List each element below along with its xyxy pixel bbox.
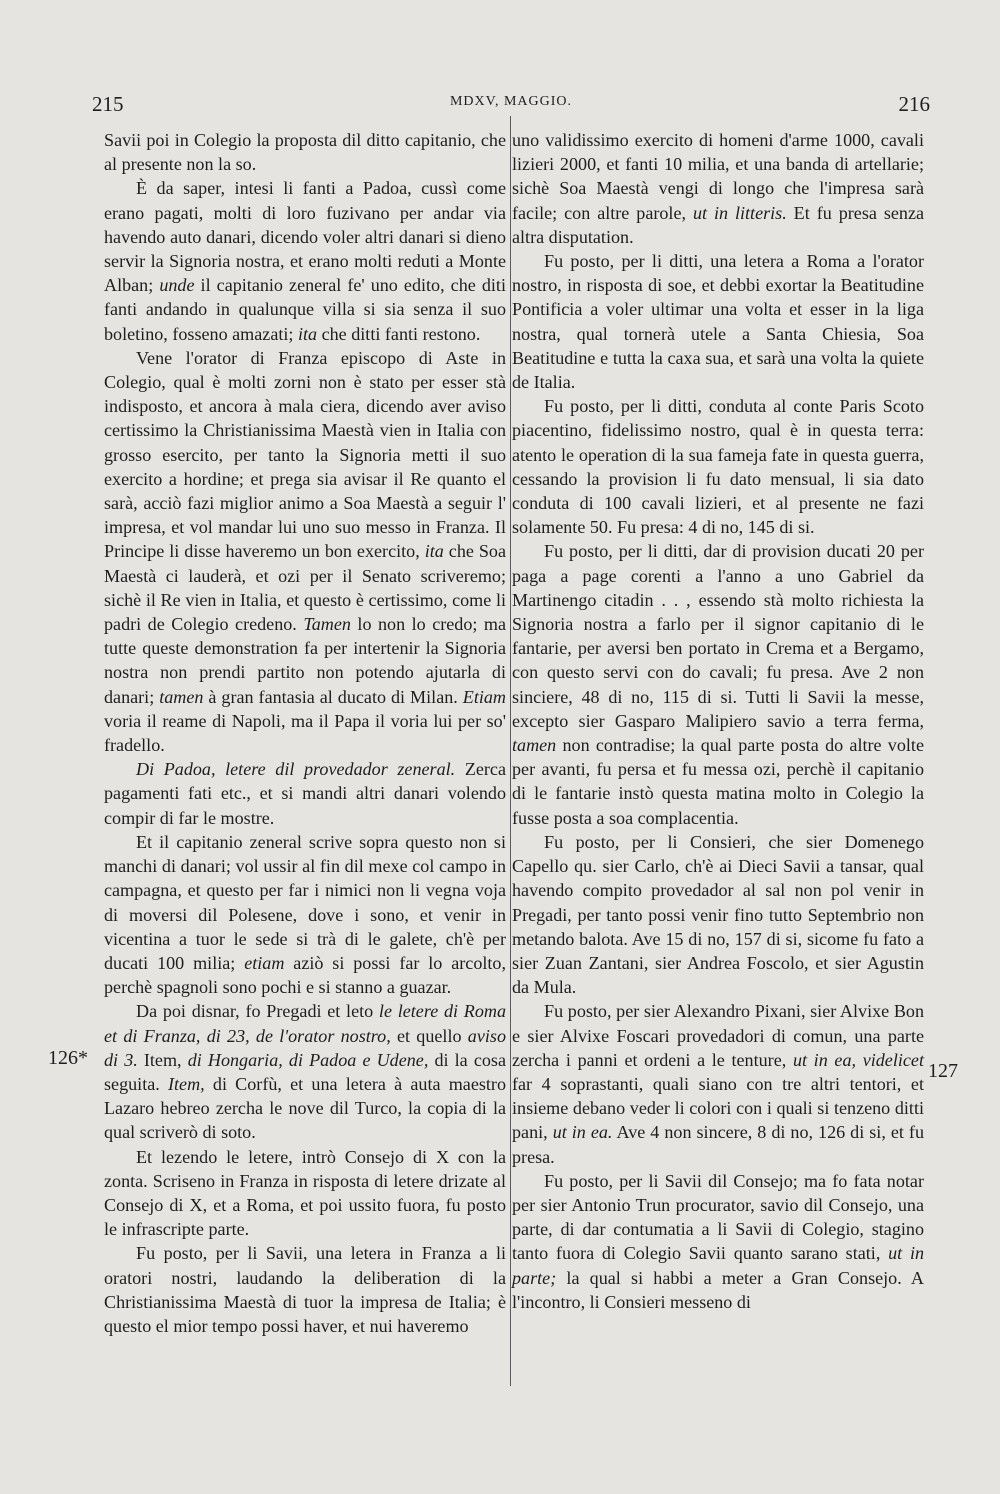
right-column	[512, 128, 924, 1314]
paragraph: Et lezendo le letere, intrò Consejo di X con la zonta. Scriseno in Franza in risposta di letere drizate al Consejo di X, et a Roma, et poi ussito fuora, fu posto le infrascripte parte.	[104, 1146, 506, 1240]
paragraph: È da saper, intesi li fanti a Padoa, cussì come erano pagati, molti di loro fuzivano per andar via havendo auto danari, dicendo voler altri danari si dieno servir la Signoria nostra, et erano molti reduti a Monte Alban; unde il capitanio zeneral fe' uno edito, che diti fanti andando in qualunque villa si sia senza il suo boletino, fosseno amazati; ita che ditti fanti restono.	[104, 178, 506, 344]
column-divider	[510, 116, 511, 1386]
paragraph: uno validissimo exercito di homeni d'arme 1000, cavali lizieri 2000, et fanti 10 milia, et una banda di artellarie; sichè Soa Maestà vengi di longo che l'impresa sarà facile; con altre parole, ut in litteris. Et fu presa senza altra disputation.	[512, 130, 925, 247]
paragraph: Savii poi in Colegio la proposta dil ditto capitanio, che al presente non la so.	[104, 130, 506, 175]
paragraph: Fu posto, per li ditti, conduta al conte Paris Scoto piacentino, fidelissimo nostro, qual è in questa terra: atento le operation di la sua fameja fate in questa guerra, cessando la provision li fu dato mensual, li sia dato conduta di 100 cavali lizieri, et al presente ne fazi solamente 50. Fu presa: 4 di no, 145 di si.	[512, 396, 924, 538]
paragraph: Fu posto, per li Savii dil Consejo; ma fo fata notar per sier Antonio Trun procurator, savio dil Consejo, una parte, di dar contumatia a li Savii di Colegio, stagino tanto fuora di Colegio Savii quanto sarano stati, ut in parte; la qual si habbi a meter a Gran Consejo. A l'incontro, li Consieri messeno di	[512, 1170, 925, 1312]
paragraph: Da poi disnar, fo Pregadi et leto le letere di Roma et di Franza, di 23, de l'orator nostro, et quello aviso di 3. Item, di Hongaria, di Padoa e Udene, di la cosa seguita. Item, di Corfù, et una letera à auta maestro Lazaro hebreo zercha le nove dil Turco, la copia di la qual scriverò di soto.	[104, 1001, 506, 1143]
paragraph: Fu posto, per li ditti, una letera a Roma a l'orator nostro, in risposta di soe, et debbi exortar la Beatitudine Pontificia a voler ultimar una volta et esser in la liga nostra, qual tornerà utele a Santa Chiesia, Soa Beatitudine e tutta la caxa sua, et sarà una volta la quiete de Italia.	[512, 251, 924, 393]
paragraph: Fu posto, per li Savii, una letera in Franza a li oratori nostri, laudando la deliberation di la Christianissima Maestà di tuor la impresa de Italia; è questo el mior tempo possi haver, et nui haveremo	[104, 1243, 506, 1336]
running-head	[92, 92, 930, 120]
left-column	[104, 128, 506, 1338]
paragraph: Fu posto, per li Consieri, che sier Domenego Capello qu. sier Carlo, ch'è ai Dieci Savii a tansar, qual havendo compito provedador al sal non pol venir in Pregadi, per tanto possi venir fino tutto Septembrio non metando balota. Ave 15 di no, 157 di si, sicome fu fato a sier Zuan Zantani, sier Andrea Foscolo, et sier Agustin da Mula.	[512, 831, 924, 998]
paragraph: Fu posto, per li ditti, dar di provision ducati 20 per paga a page corenti a l'anno a uno Gabriel da Martinengo citadin . . , essendo stà molto richiesta la Signoria nostra a farlo per il signor capitanio di le fantarie, per aversi ben portato in Crema et a Bergamo, con questo servi con do cavali; fu presa. Ave 2 non sinciere, 48 di no, 115 di si. Tutti li Savii la messe, excepto sier Gasparo Malipiero savio a terra ferma, tamen non contradise; la qual parte posta do altre volte per avanti, fu persa et fu messa ozi, perchè il capitanio di le fantarie instò questa matina molto in Colegio la fusse posta a soa complacentia.	[512, 541, 924, 828]
margin-note-right: 127	[928, 1060, 958, 1082]
paragraph: Et il capitanio zeneral scrive sopra questo non si manchi di danari; vol ussir al fin dil mexe col campo in campagna, et questo per far i nimici non li vegna voja di moversi dil Polesene, dove i sono, et venir in vicentina a tuor le sede si trà di le galete, ch'è per ducati 100 milia; etiam aziò si possi far lo arcolto, perchè spagnoli sono pochi e si stanno a guazar.	[104, 831, 506, 998]
page-number-right: 216	[898, 92, 930, 116]
page-number-left: 215	[92, 92, 124, 116]
paragraph: Vene l'orator di Franza episcopo di Aste in Colegio, qual è molti zorni non è stato per esser stà indisposto, et ancora à mala ciera, dicendo aver aviso certissimo la Christianissima Maestà vien in Italia con grosso esercito, per tanto la Signoria metti il suo exercito a hordine; et prega sia avisar il Re quanto el sarà, acciò fazi miglior animo a Soa Maestà a seguir l' impresa, et vol mandar lui uno suo messo in Franza. Il Principe li disse haveremo un bon exercito, ita che Soa Maestà ci lauderà, et ozi per il Senato scriveremo; sichè il Re vien in Italia, et questo è certissimo, come li padri de Colegio credeno. Tamen lo non lo credo; ma tutte queste demonstration fa per intertenir la Signoria nostra non prendi partito non potendo ajutarla di danari; tamen à gran fantasia al ducato di Milan. Etiam voria il reame di Napoli, ma il Papa il voria lui per so' fradello.	[104, 347, 507, 756]
running-title: MDXV, MAGGIO.	[449, 94, 573, 109]
margin-note-left: 126*	[48, 1047, 88, 1069]
paragraph: Di Padoa, letere dil provedador zeneral. Zerca pagamenti fati etc., et si mandi altri danari volendo compir di far le mostre.	[104, 759, 506, 828]
paragraph: Fu posto, per sier Alexandro Pixani, sier Alvixe Bon e sier Alvixe Foscari provedadori di comun, una parte zercha i panni et ordeni a le tenture, ut in ea, videlicet far 4 soprastanti, quali siano con tre altri tentori, et insieme debano veder li colori con i quali si tenzeno ditti pani, ut in ea. Ave 4 non sincere, 8 di no, 126 di si, et fu presa.	[512, 1001, 925, 1167]
